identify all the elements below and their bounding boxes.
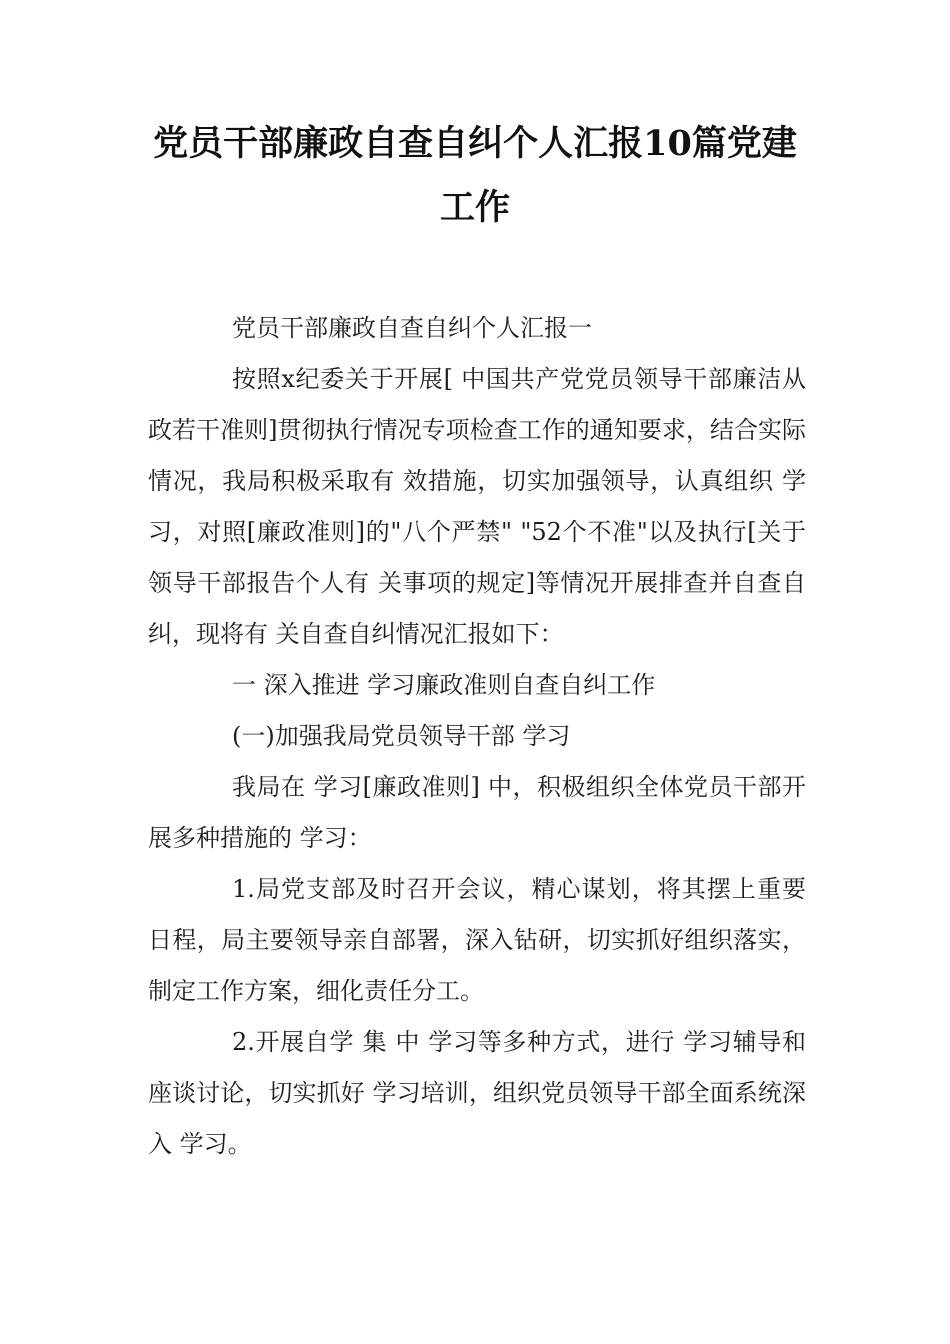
- document-body: [148, 303, 806, 1170]
- paragraph-study: 我局在 学习[廉政准则] 中，积极组织全体党员干部开展多种措施的 学习：: [148, 773, 806, 852]
- list-item-2: 2.开展自学 集 中 学习等多种方式，进行 学习辅导和座谈讨论，切实抓好 学习培训，组织党员领导干部全面系统深入 学习。: [148, 1028, 806, 1158]
- document-title-line-1: 党员干部廉政自查自纠个人汇报10篇党建: [153, 123, 797, 164]
- list-item-1: 1.局党支部及时召开会议，精心谋划，将其摆上重要日程，局主要领导亲自部署，深入钻研，切实抓好组织落实，制定工作方案，细化责任分工。: [148, 875, 806, 1005]
- section-heading: 一 深入推进 学习廉政准则自查自纠工作: [232, 671, 656, 699]
- document-title-line-2: 工作: [439, 187, 510, 228]
- paragraph-heading: 党员干部廉政自查自纠个人汇报一: [232, 314, 592, 342]
- subsection-heading: (一)加强我局党员领导干部 学习: [232, 722, 571, 750]
- document-title: [130, 112, 820, 240]
- paragraph-intro: 按照x纪委关于开展[ 中国共产党党员领导干部廉洁从政若干准则]贯彻执行情况专项检查工作的通知要求，结合实际情况，我局积极采取有 效措施，切实加强领导，认真组织 学习，对照[廉政准则]的"八个严禁" "52个不准"以及执行[关于领导干部报告个人有 关事项的规定]等情况开展排查并自查自纠，现将有 关自查自纠情况汇报如下：: [148, 365, 806, 648]
